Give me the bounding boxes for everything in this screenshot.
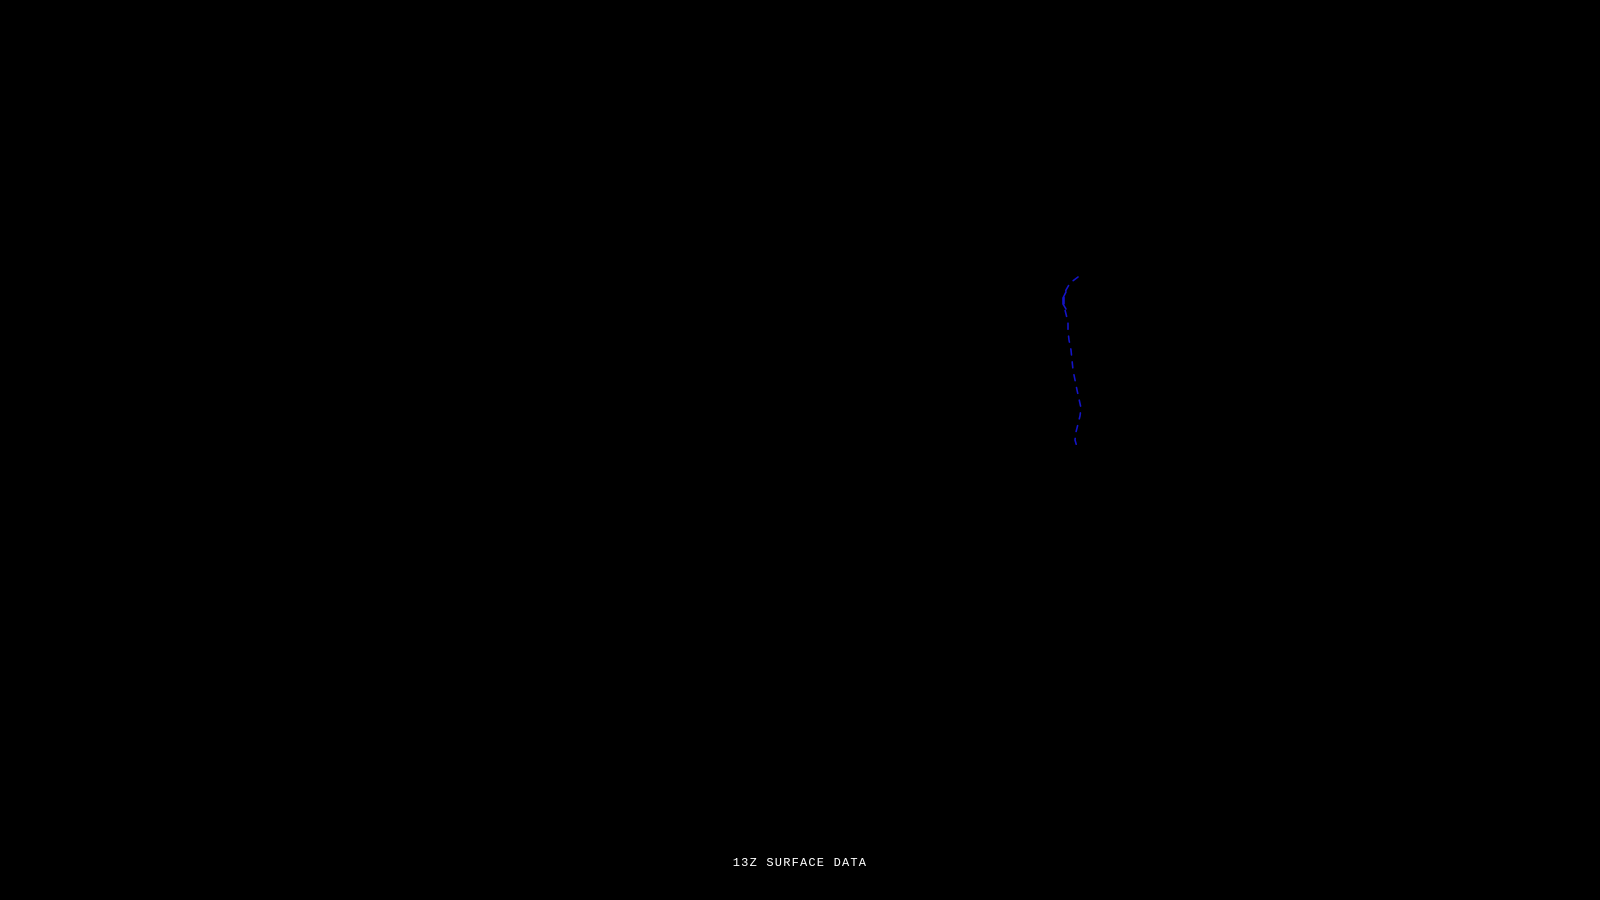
map-caption: 13Z SURFACE DATA — [732, 856, 868, 870]
